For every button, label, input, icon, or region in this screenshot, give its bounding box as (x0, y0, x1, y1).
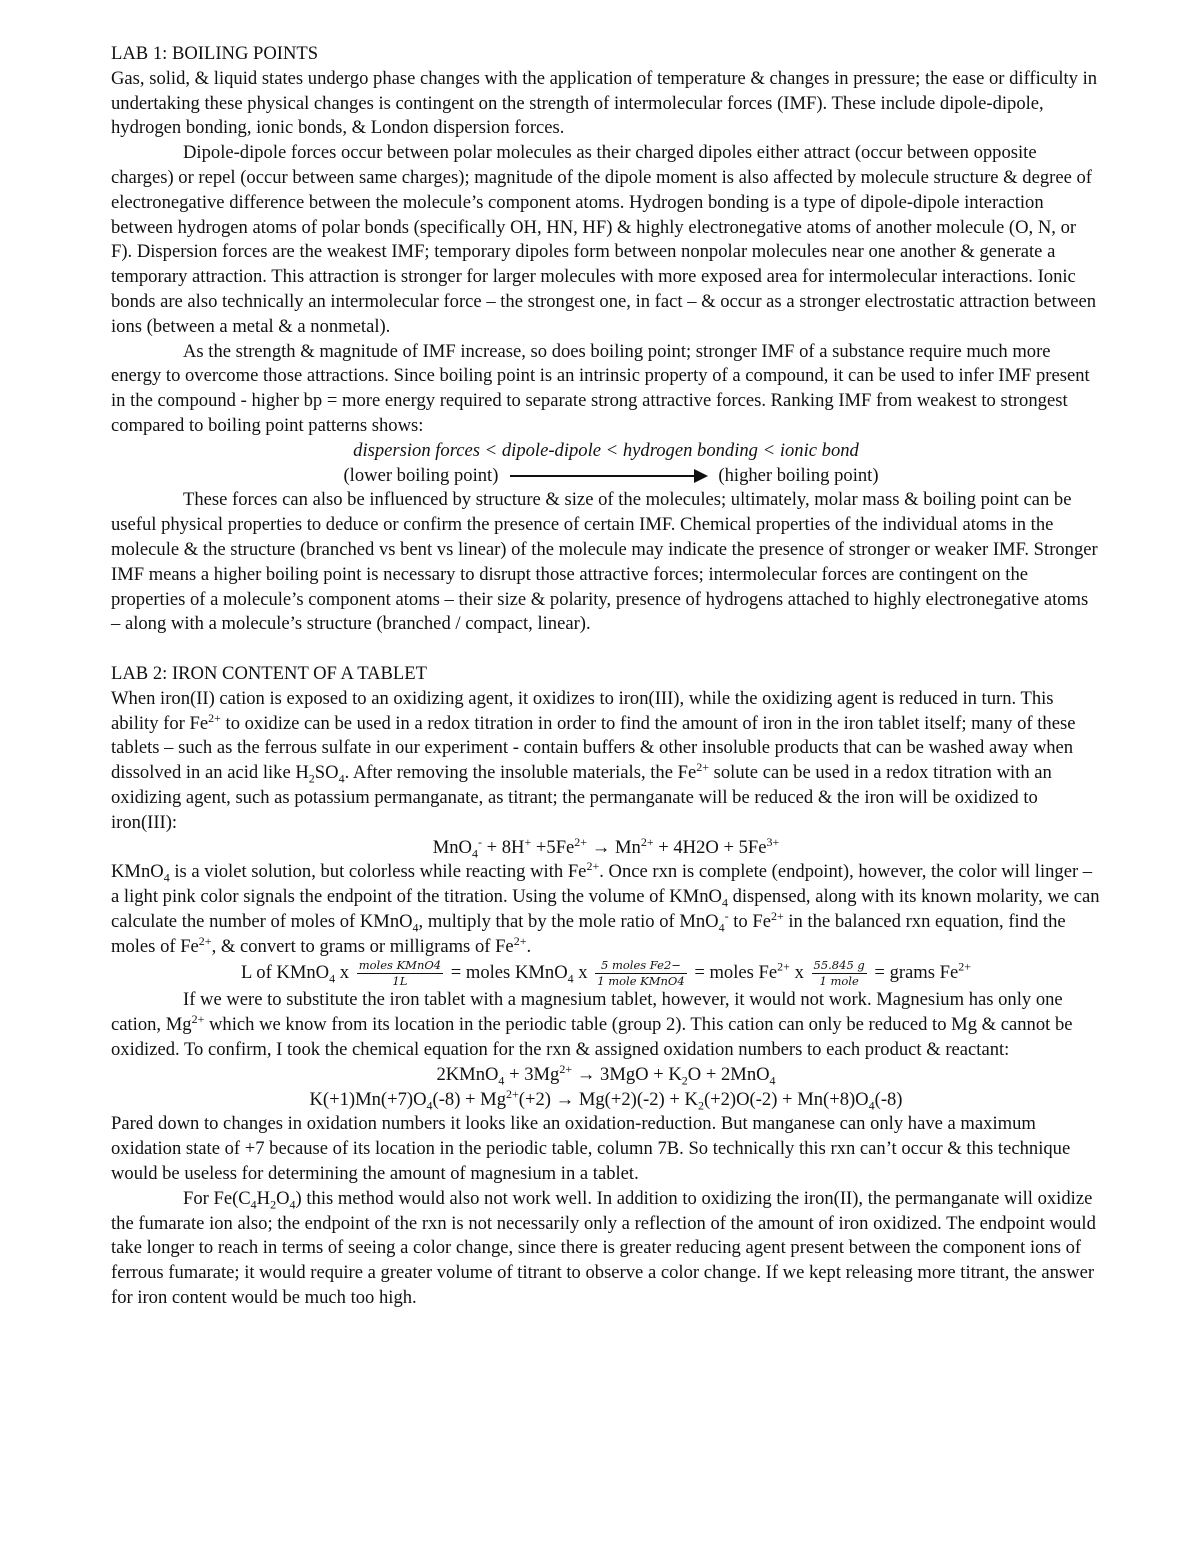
imf-ranking-text: dispersion forces < dipole-dipole < hydrogen bonding < ionic bond (353, 439, 859, 461)
document-page (111, 42, 1101, 1311)
lab2-paragraph-1: When iron(II) cation is exposed to an oxidizing agent, it oxidizes to iron(III), while the oxidizing agent is reduced in turn. This ability for $Fe^{2+}$ to oxidize can be used in a redox titration in order to find the amount of iron in the iron tablet itself; many of these tablets – such as the ferrous sulfate in our experiment - contain buffers & other insoluble products that can be washed away when dissolved in an acid like $H_2SO_4$. After removing the insoluble materials, the $Fe^{2+}$ solute can be used in a redox titration with an oxidizing agent, such as potassium permanganate, as titrant; the permanganate will be reduced & the iron will be oxidized to iron(III): (111, 687, 1076, 833)
lab1-heading: LAB 1: BOILING POINTS (111, 43, 319, 64)
higher-boiling-point-label: (higher boiling point) (718, 464, 879, 486)
lab2-heading: LAB 2: IRON CONTENT OF A TABLET (111, 662, 427, 684)
conversion-calculation: L of KMnO$_4$ x $\frac{\text{moles KMnO4}}{1L}$ = moles KMnO$_4$ x $\frac{\text{5 moles Fe2−}}{\text{1 mole KMnO4}}$ = moles $Fe^{2+}$ x $\frac{55.845 g}{\text{1 mole}}$ = grams $Fe^{2+}$ (240, 958, 972, 989)
imf-ranking (111, 439, 1101, 464)
lab2-paragraph-5: For $Fe(C_4H_2O_4)$ this method would also not work well. In addition to oxidizing the iron(II), the permanganate will oxidize the fumarate ion also; the endpoint of the rxn is not necessarily only a reflection of the amount of iron oxidized. The endpoint would take longer to reach in terms of seeing a color change, since there is greater reducing agent present between the component ions of ferrous fumarate; it would require a greater volume of titrant to observe a color change. If we kept releasing more titrant, the answer for iron content would be much too high. (111, 1187, 1096, 1309)
lab2-paragraph-3: If we were to substitute the iron tablet with a magnesium tablet, however, it would not work. Magnesium has only one cation, $Mg^{2+}$ which we know from its location in the periodic table (group 2). This cation can only be reduced to Mg & cannot be oxidized. To confirm, I took the chemical equation for the rxn & assigned oxidation numbers to each product & reactant: (111, 989, 1073, 1061)
lower-boiling-point-label: (lower boiling point) (343, 464, 499, 486)
magnesium-equation: 2KMnO$_4$ + $3Mg^{2+} \to 3MgO + K_2O + 2MnO_4$ (436, 1061, 776, 1088)
lab2-paragraph-4: Pared down to changes in oxidation numbers it looks like an oxidation-reduction. But manganese can only have a maximum oxidation state of +7 because of its location in the periodic table, column 7B. So technically this rxn can’t occur & this technique would be useless for determining the amount of magnesium in a tablet. (111, 1113, 1071, 1185)
oxidation-numbers-equation: $K(+1)Mn(+7)O_4(-8) + Mg^{2+}(+2) \to Mg(+2)(-2) + K_2(+2)O(-2) + Mn(+8)O_4(-8)$ (309, 1086, 903, 1113)
lab1-paragraph-2: Dipole-dipole forces occur between polar molecules as their charged dipoles either attract (occur between opposite charges) or repel (occur between same charges); magnitude of the dipole moment is also affected by molecule structure & degree of electronegative difference between the molecule’s component atoms. Hydrogen bonding is a type of dipole-dipole interaction between hydrogen atoms of polar bonds (specifically OH, HN, HF) & highly electronegative atoms of another molecule (O, N, or F). Dispersion forces are the weakest IMF; temporary dipoles form between nonpolar molecules near one another & generate a temporary attraction. This attraction is stronger for larger molecules with more exposed area for intermolecular interactions. Ionic bonds are also technically an intermolecular force – the strongest one, in fact – & occur as a stronger electrostatic attraction between ions (between a metal & a nonmetal). (111, 142, 1097, 337)
lab2-paragraph-2: KMnO$_4$ is a violet solution, but colorless while reacting with $Fe^{2+}$. Once rxn is complete (endpoint), however, the color will linger – a light pink color signals the endpoint of the titration. Using the volume of KMnO$_4$ dispensed, along with its known molarity, we can calculate the number of moles of KMnO$_4$, multiply that by the mole ratio of MnO$_4$- to $Fe^{2+}$ in the balanced rxn equation, find the moles of $Fe^{2+}$, & convert to grams or milligrams of $Fe^{2+}$. (111, 859, 1100, 957)
lab1-paragraph-1: Gas, solid, & liquid states undergo phase changes with the application of temperature & changes in pressure; the ease or difficulty in undertaking these physical changes is contingent on the strength of intermolecular forces (IMF). These include dipole-dipole, hydrogen bonding, ionic bonds, & London dispersion forces. (111, 67, 1098, 139)
fraction-moles-per-liter: $\frac{\text{moles KMnO4}}{1L}$ (358, 958, 442, 989)
section-gap (111, 637, 1101, 662)
right-arrow-icon (510, 475, 706, 477)
redox-equation: $MnO_4^- + 8H^+ +5Fe^{2+} \to Mn^{2+} + 4H2O + 5Fe^{3+}$ (432, 834, 780, 861)
fraction-mole-ratio: $\frac{\text{5 moles Fe2−}}{\text{1 mole KMnO4}}$ (597, 958, 685, 989)
lab1-paragraph-4: These forces can also be influenced by structure & size of the molecules; ultimately, molar mass & boiling point can be useful physical properties to deduce or confirm the presence of certain IMF. Chemical properties of the individual atoms in the molecule & the structure (branched vs bent vs linear) of the molecule may indicate the presence of stronger or weaker IMF. Stronger IMF means a higher boiling point is necessary to disrupt those attractive forces; intermolecular forces are contingent on the properties of a molecule’s component atoms – their size & polarity, presence of hydrogens attached to highly electronegative atoms – along with a molecule’s structure (branched / compact, linear). (111, 489, 1098, 635)
boiling-point-arrow-row (111, 464, 1101, 489)
fraction-molar-mass: $\frac{55.845 g}{\text{1 mole}}$ (813, 958, 865, 989)
lab1-paragraph-3: As the strength & magnitude of IMF increase, so does boiling point; stronger IMF of a substance require much more energy to overcome those attractions. Since boiling point is an intrinsic property of a compound, it can be used to infer IMF present in the compound - higher bp = more energy required to separate strong attractive forces. Ranking IMF from weakest to strongest compared to boiling point patterns shows: (111, 340, 1090, 436)
